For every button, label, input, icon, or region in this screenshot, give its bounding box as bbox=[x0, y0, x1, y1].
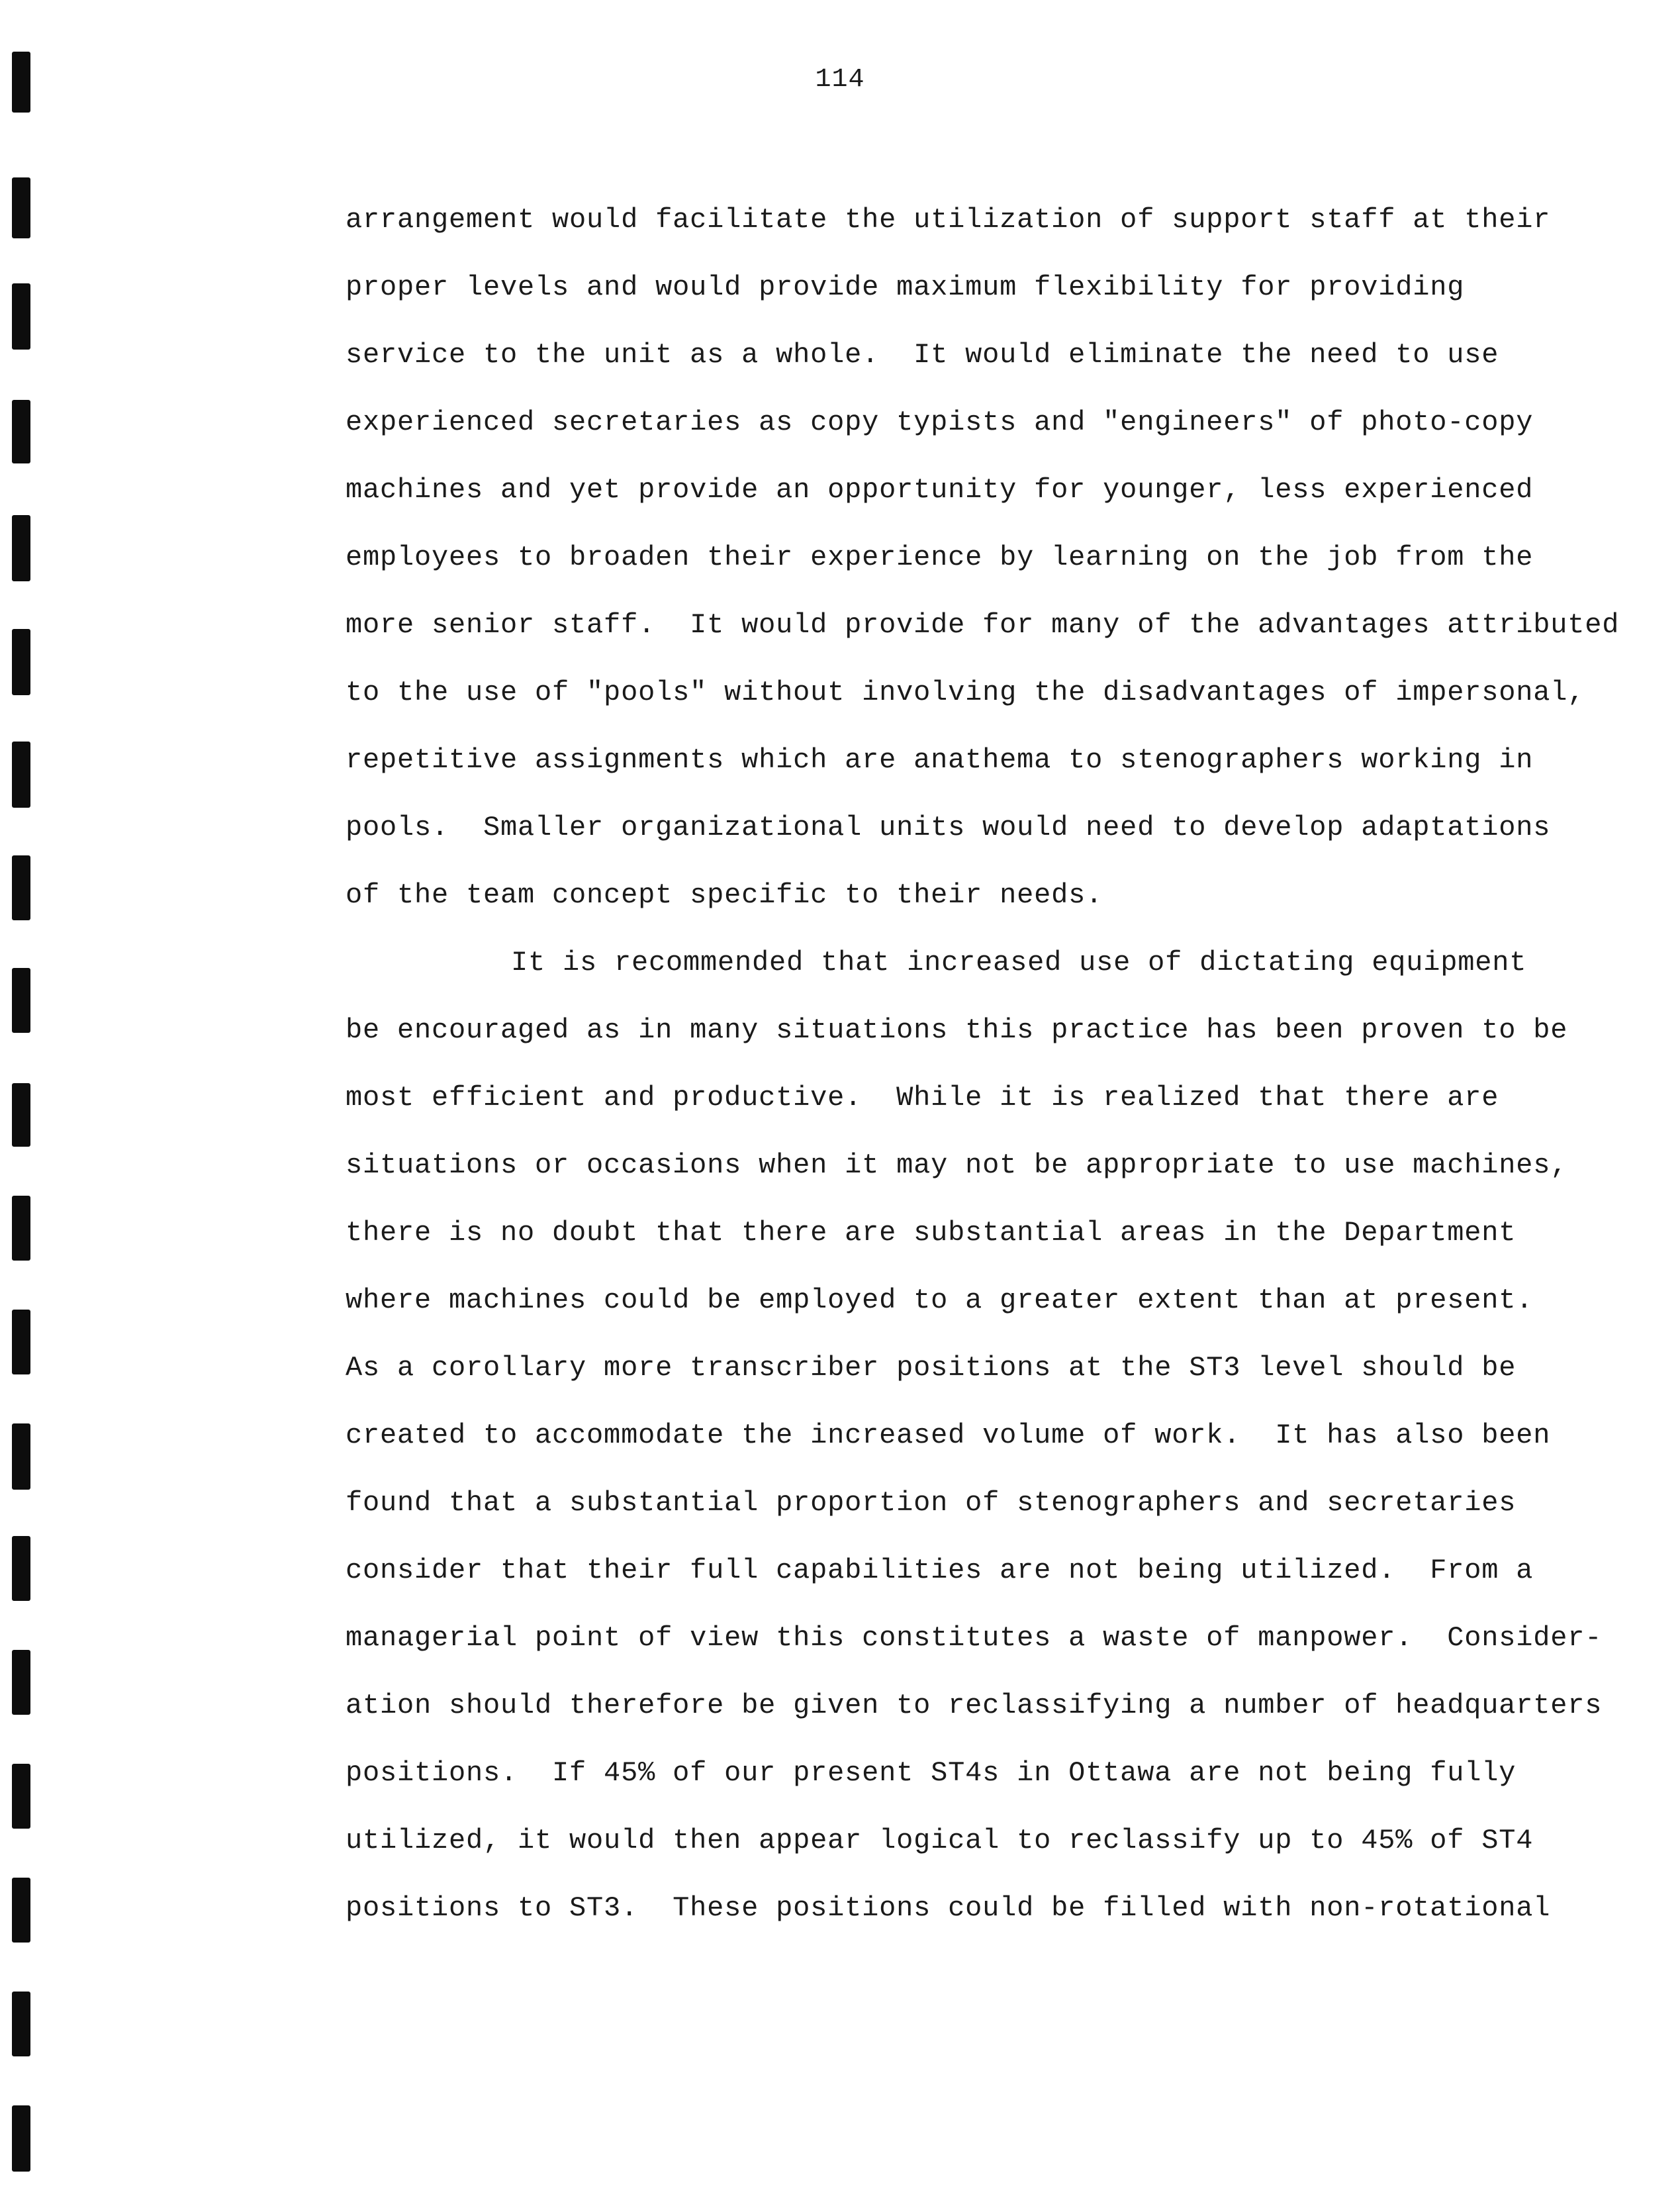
text-line: machines and yet provide an opportunity for younger, less experienced bbox=[346, 474, 1534, 506]
binding-mark bbox=[12, 1992, 30, 2056]
text-line: of the team concept specific to their needs. bbox=[346, 879, 1103, 911]
binding-mark bbox=[12, 2105, 30, 2172]
text-line: As a corollary more transcriber positions at the ST3 level should be bbox=[346, 1352, 1517, 1384]
binding-mark bbox=[12, 1423, 30, 1490]
text-line: most efficient and productive. While it is realized that there are bbox=[346, 1082, 1499, 1114]
binding-mark bbox=[12, 1310, 30, 1374]
text-line: employees to broaden their experience by learning on the job from the bbox=[346, 542, 1534, 573]
text-line: created to accommodate the increased volume of work. It has also been bbox=[346, 1419, 1551, 1451]
text-line: proper levels and would provide maximum flexibility for providing bbox=[346, 271, 1465, 303]
text-line: pools. Smaller organizational units would need to develop adaptations bbox=[346, 812, 1551, 843]
binding-mark bbox=[12, 1764, 30, 1829]
binding-mark bbox=[12, 629, 30, 695]
text-line: utilized, it would then appear logical to reclassify up to 45% of ST4 bbox=[346, 1825, 1534, 1856]
text-line: consider that their full capabilities are not being utilized. From a bbox=[346, 1555, 1534, 1586]
binding-marks bbox=[0, 0, 53, 2210]
binding-mark bbox=[12, 1650, 30, 1715]
text-line: arrangement would facilitate the utilization of support staff at their bbox=[346, 204, 1551, 236]
binding-mark bbox=[12, 1083, 30, 1147]
binding-mark bbox=[12, 968, 30, 1033]
text-line: to the use of "pools" without involving the disadvantages of impersonal, bbox=[346, 677, 1585, 708]
binding-mark bbox=[12, 1536, 30, 1601]
binding-mark bbox=[12, 283, 30, 350]
text-line: positions. If 45% of our present ST4s in Ottawa are not being fully bbox=[346, 1757, 1517, 1789]
page-number: 114 bbox=[815, 65, 865, 95]
text-line: managerial point of view this constitutes a waste of manpower. Consider- bbox=[346, 1622, 1603, 1654]
binding-mark bbox=[12, 855, 30, 920]
binding-mark bbox=[12, 400, 30, 463]
text-line: repetitive assignments which are anathema to stenographers working in bbox=[346, 744, 1534, 776]
paragraph-first-line: It is recommended that increased use of dictating equipment bbox=[511, 947, 1527, 979]
binding-mark bbox=[12, 177, 30, 238]
text-line: found that a substantial proportion of stenographers and secretaries bbox=[346, 1487, 1517, 1519]
text-line: service to the unit as a whole. It would eliminate the need to use bbox=[346, 339, 1499, 371]
binding-mark bbox=[12, 1878, 30, 1943]
text-line: experienced secretaries as copy typists and "engineers" of photo-copy bbox=[346, 407, 1534, 438]
text-line: ation should therefore be given to reclassifying a number of headquarters bbox=[346, 1690, 1603, 1721]
text-line: situations or occasions when it may not be appropriate to use machines, bbox=[346, 1149, 1568, 1181]
text-line: more senior staff. It would provide for many of the advantages attributed bbox=[346, 609, 1620, 641]
text-line: there is no doubt that there are substantial areas in the Department bbox=[346, 1217, 1517, 1249]
binding-mark bbox=[12, 1196, 30, 1261]
text-line: be encouraged as in many situations this practice has been proven to be bbox=[346, 1014, 1568, 1046]
text-line: positions to ST3. These positions could be filled with non-rotational bbox=[346, 1892, 1551, 1924]
text-line: where machines could be employed to a greater extent than at present. bbox=[346, 1284, 1534, 1316]
binding-mark bbox=[12, 742, 30, 808]
body-text bbox=[346, 199, 1656, 1954]
binding-mark bbox=[12, 515, 30, 581]
